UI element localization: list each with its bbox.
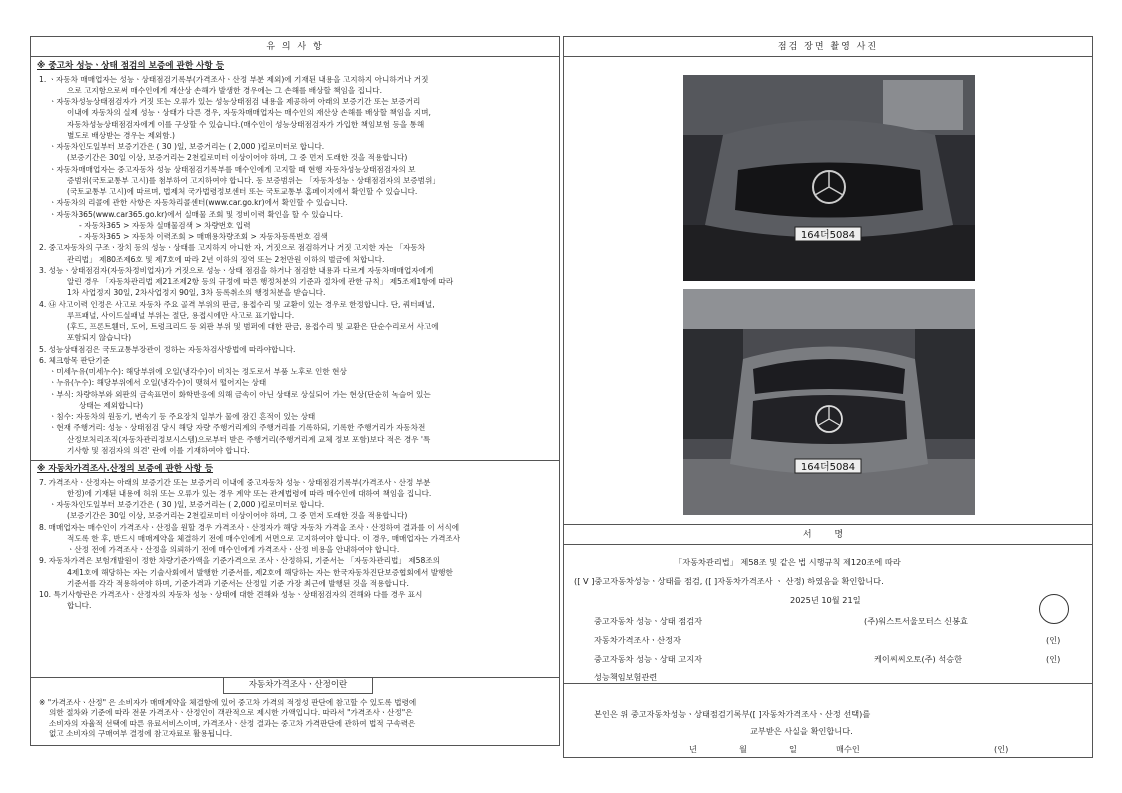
notice-line: ㆍ자동차인도일부터 보증기간은 ( 30 )일, 보증거리는 ( 2,000 )킬로미터로 합니다. <box>49 142 325 152</box>
photo-sign-panel <box>563 36 1093 758</box>
box-line: ※ "가격조사ㆍ산정" 은 소비자가 매매계약을 체결함에 있어 중고차 가격의 적정성 판단에 참고할 수 있도록 법령에 <box>39 698 417 707</box>
company-seal-stamp <box>1039 594 1069 624</box>
section1-heading: ※ 중고차 성능ㆍ상태 점검의 보증에 관한 사항 등 <box>37 61 225 71</box>
notice-panel <box>30 36 560 746</box>
receipt-line-1: 본인은 위 중고자동차성능ㆍ상태점검기록부([ ]자동차가격조사ㆍ산정 선택)를 <box>594 709 871 719</box>
notice-line: 1. ㆍ자동차 매매업자는 성능ㆍ상태점검기록부(가격조사ㆍ산정 부분 제외)에 기재된 내용을 고지하지 아니하거나 거짓 <box>39 74 429 84</box>
notice-line: 6. 체크항목 판단기준 <box>39 355 110 365</box>
inspection-photo-front-far <box>683 289 975 515</box>
notice-line: 합니다. <box>67 601 92 611</box>
notice-line: 이내에 자동차의 실제 성능ㆍ상태가 다른 경우, 자동차매매업자는 매수인의 재산상 손해를 배상할 책임을 지며, <box>67 108 431 118</box>
insurance-role: 성능책임보험관련 <box>594 672 658 682</box>
photo-section-title: 점검 장면 촬영 사진 <box>564 37 1092 57</box>
confirmation-statement: ([ V ]중고자동차성능ㆍ상태를 점검, ([ ]자동차가격조사 ㆍ 산정) 하였음을 확인합니다. <box>574 576 884 586</box>
receipt-line-2: 교부받은 사실을 확인합니다. <box>750 726 853 736</box>
signature-section <box>564 524 1092 684</box>
notice-line: 기사항 및 점검자의 의견' 란에 이를 기재하여야 합니다. <box>67 445 250 455</box>
notice-line: 기준서를 각각 적용하여야 하며, 기준가격과 기준서는 산정일 기준 가장 최근에 발행된 것을 적용합니다. <box>67 578 409 588</box>
notice-line: ㆍ자동차성능상태점검자가 거짓 또는 오류가 있는 성능상태점검 내용을 제공하여 아래의 보증기간 또는 보증거리 <box>49 97 421 107</box>
notice-line: 자동차성능상태점검자에게 이를 구상할 수 있습니다.(매수인이 성능상태점검자가 가입한 책임보험 등을 통해 <box>67 119 425 129</box>
notice-line: 별도로 배상받는 경우는 제외함.) <box>67 130 175 140</box>
notice-line: ㆍ자동차매매업자는 중고자동차 성능 상태점검기록부를 매수인에게 고지할 때 현행 자동차성능상태점검자의 보 <box>49 164 416 174</box>
section2-body <box>31 478 559 612</box>
plate-text-2: 164더5084 <box>800 462 856 473</box>
box-line: 소비자의 자율적 선택에 따른 유료서비스이며, 가격조사ㆍ산정 결과는 중고차 가격판단에 관하여 법적 구속력은 <box>49 718 416 728</box>
buyer-label: 매수인 <box>836 744 860 754</box>
notice-line: 4제1호에 해당하는 자는 기술사회에서 발행한 기준서를, 제2호에 해당하는 자는 한국자동차진단보증협회에서 발행한 <box>67 567 453 577</box>
notice-line: 7. 가격조사ㆍ산정자는 아래의 보증기간 또는 보증거리 이내에 중고자동차 성능ㆍ상태점검기록부(가격조사ㆍ산정 부분 <box>39 477 431 487</box>
price-surveyor-seal: (인) <box>1046 635 1061 645</box>
notice-line: (보증기간은 30일 이상, 보증거리는 2천킬로미터 이상이어야 하며, 그 중 먼저 도래한 것을 적용합니다) <box>67 511 408 521</box>
notice-line: 상태는 제외합니다) <box>79 400 144 410</box>
notifier-name: 케이씨씨오토(주) 석승한 <box>874 654 963 664</box>
notice-line: 3. 성능ㆍ상태점검자(자동차정비업자)가 거짓으로 성능ㆍ상태 점검을 하거나 점검한 내용과 다르게 자동차매매업자에게 <box>39 265 434 275</box>
buyer-confirmation <box>564 684 1092 759</box>
notice-line: 증범위(국토교통부 고시)를 첨부하여 고지하여야 합니다. 동 보증범위는 「자동차성능ㆍ상태점검자의 보증범위」 <box>67 175 440 185</box>
notice-line: ㆍ자동차의 리콜에 관한 사항은 자동차리콜센터(www.car.go.kr)에서 확인할 수 있습니다. <box>49 198 348 208</box>
notice-line: ㆍ자동차365(www.car365.go.kr)에서 실매물 조회 및 정비이력 확인을 할 수 있습니다. <box>49 209 344 219</box>
notice-line: ㆍ미세누유(미세누수): 해당부위에 오일(냉각수)이 비치는 정도로서 부품 노후로 인한 현상 <box>49 367 347 377</box>
notice-line: ㆍ산정 전에 가격조사ㆍ산정을 의뢰하기 전에 매수인에게 가격조사ㆍ산정 비용을 안내하여야 합니다. <box>67 545 400 555</box>
month-label: 월 <box>739 744 747 754</box>
notice-line: 산정보처리조직(자동차관리정보시스템)으로부터 받은 주행거리(주행거리계 교체 정보 포함)보다 적은 경우 '특 <box>67 434 431 444</box>
signature-title: 서 명 <box>564 525 1092 545</box>
notice-line: ㆍ자동차인도일부터 보증기간은 ( 30 )일, 보증거리는 ( 2,000 )킬로미터로 합니다. <box>49 500 325 510</box>
notice-line: (보증기간은 30일 이상, 보증거리는 2천킬로미터 이상이어야 하며, 그 중 먼저 도래한 것을 적용합니다) <box>67 153 408 163</box>
price-survey-box-text <box>39 698 551 739</box>
plate-text-1: 164더5084 <box>800 230 856 241</box>
notice-line: (후드, 프론트휀더, 도어, 트렁크리드 등 외판 부위 및 범퍼에 대한 판금, 용접수리 및 교환은 단순수리로서 사고에 <box>67 322 439 332</box>
notice-line: 2. 중고자동차의 구조ㆍ장치 등의 성능ㆍ상태를 고지하지 아니한 자, 거짓으로 점검하거나 거짓 고지한 자는 「자동차 <box>39 243 426 253</box>
notice-line: ㆍ누유(누수): 해당부위에서 오일(냉각수)이 맺혀서 떨어지는 상태 <box>49 378 267 388</box>
inspection-photo-front-close <box>683 75 975 281</box>
notice-title: 유 의 사 항 <box>31 37 559 57</box>
notice-line: 루프패널, 사이드실패널 부위는 절단, 용접시에만 사고로 표기합니다. <box>67 310 295 320</box>
inspector-name: (주)워스트서울모터스 신봉효 <box>864 616 968 626</box>
price-survey-box <box>31 677 559 745</box>
price-surveyor-role: 자동차가격조사ㆍ산정자 <box>594 635 682 645</box>
section2-heading: ※ 자동차가격조사.산정의 보증에 관한 사항 등 <box>31 460 559 476</box>
notice-line: 적도록 한 후, 반드시 매매계약을 체결하기 전에 매수인에게 서면으로 고지하여야 합니다. 이 경우, 매매업자는 가격조사 <box>67 533 461 543</box>
notice-line: ㆍ침수: 자동차의 원동기, 변속기 등 주요장치 일부가 물에 잠긴 흔적이 있는 상태 <box>49 412 316 422</box>
box-line: 의한 절차와 기준에 따라 전문 가격조사ㆍ산정인이 객관적으로 제시한 가액입니다. 따라서 "가격조사ㆍ산정"은 <box>49 708 413 718</box>
notice-line: (국토교통부 고시)에 따르며, 법제처 국가법령정보센터 또는 국토교통부 홈페이지에서 확인할 수 있습니다. <box>67 187 418 197</box>
notifier-seal: (인) <box>1046 654 1061 664</box>
notice-line: - 자동차365 > 자동차 실매물검색 > 차량번호 입력 <box>79 220 251 230</box>
notice-line: 포함되지 않습니다) <box>67 333 132 343</box>
notice-line: 1차 사업정지 30일, 2차사업정지 90일, 3차 등록취소의 행정처분을 받습니다. <box>67 288 326 298</box>
inspector-role: 중고자동차 성능ㆍ상태 점검자 <box>594 616 703 626</box>
notifier-role: 중고자동차 성능ㆍ상태 고지자 <box>594 654 703 664</box>
year-label: 년 <box>689 744 697 754</box>
notice-line: 관리법」 제80조제6호 및 제7호에 따라 2년 이하의 징역 또는 2천만원 이하의 벌금에 처합니다. <box>67 254 385 264</box>
box-line: 없고 소비자의 구매여부 결정에 참고자료로 활용됩니다. <box>49 728 233 738</box>
sign-date: 2025년 10월 21일 <box>790 595 861 605</box>
notice-line: 4. ㉯ 사고이력 인정은 사고로 자동차 주요 골격 부위의 판금, 용접수리 및 교환이 있는 경우로 한정합니다. 단, 쿼터패널, <box>39 299 435 309</box>
notice-line: 으로 고지함으로써 매수인에게 재산상 손해가 발생한 경우에는 그 손해를 배상할 책임을 집니다. <box>67 85 383 95</box>
notice-line: 10. 특기사항란은 가격조사ㆍ산정자의 자동차 성능ㆍ상태에 대한 견해와 성능ㆍ상태점검자의 견해와 다를 경우 표시 <box>39 590 423 600</box>
buyer-seal: (인) <box>994 744 1009 754</box>
law-reference: 「자동차관리법」 제58조 및 같은 법 시행규칙 제120조에 따라 <box>674 557 901 567</box>
notice-line: 알린 경우 「자동차관리법 제21조제2항 등의 규정에 따른 행정처분의 기준과 절차에 관한 규칙」 제5조제1항에 따라 <box>67 277 454 287</box>
section1-body <box>31 75 559 457</box>
notice-line: 9. 자동차가격은 보험개발원이 정한 차량기준가액을 기준가격으로 조사ㆍ산정하되, 기준서는 「자동차관리법」 제58조의 <box>39 556 440 566</box>
notice-line: 한정)에 기재된 내용에 허위 또는 오류가 있는 경우 계약 또는 관계법령에 따라 매수인에 대하여 책임을 집니다. <box>67 488 432 498</box>
price-survey-box-title: 자동차가격조사ㆍ산정이란 <box>223 678 373 694</box>
notice-line: ㆍ부식: 차량하부와 외판의 금속표면이 화학반응에 의해 금속이 아닌 상태로 상실되어 가는 현상(단순히 녹슬어 있는 <box>49 389 431 399</box>
day-label: 일 <box>789 744 797 754</box>
notice-line: - 자동차365 > 자동차 이력조회 > 매매용차량조회 > 자동차등록번호 검색 <box>79 232 328 242</box>
notice-line: ㆍ현재 주행거리: 성능ㆍ상태점검 당시 해당 자량 주행거리계의 주행거리를 기록하되, 기록한 주행거리가 자동차전 <box>49 423 426 433</box>
notice-line: 8. 매매업자는 매수인이 가격조사ㆍ산정을 원할 경우 가격조사ㆍ산정자가 해당 자동차 가격을 조사ㆍ산정하여 결과를 이 서식에 <box>39 522 460 532</box>
notice-line: 5. 성능상태점검은 국토교통부장관이 정하는 자동차검사방법에 따라야합니다. <box>39 344 296 354</box>
